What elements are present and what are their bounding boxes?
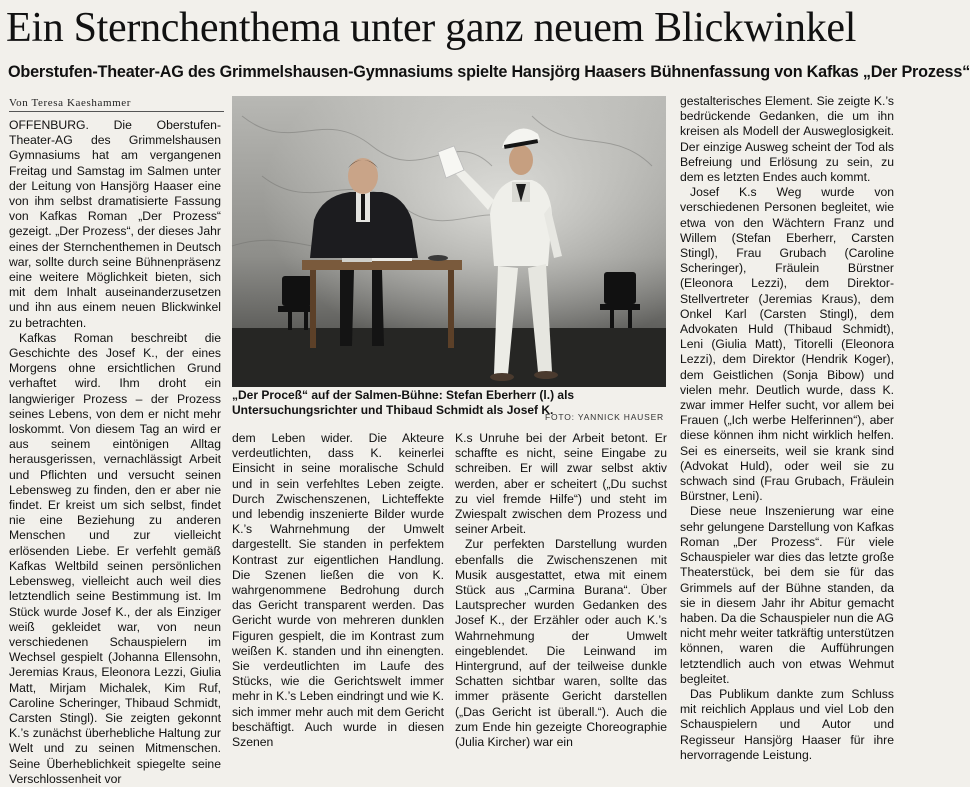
article-column-4 — [680, 94, 894, 762]
paragraph: Das Publikum dankte zum Schluss mit reichlich Applaus und viel Lob den Schauspielern und Autor und Regisseur Hansjörg Haaser für ihre hervorragende Leistung. — [680, 686, 894, 762]
article-column-3 — [455, 431, 667, 750]
article-column-1 — [9, 118, 221, 786]
article-headline: Ein Sternchenthema unter ganz neuem Blickwinkel — [6, 5, 857, 51]
article-column-2 — [232, 431, 444, 750]
article-byline: Von Teresa Kaeshammer — [9, 97, 224, 112]
paragraph: Kafkas Roman beschreibt die Geschichte des Josef K., der eines Morgens ohne ersichtlichen Grund verhaftet wird. Ihm droht ein langwieriger Prozess – der Prozess seines Lebens, von dem er nicht mehr loskommt. Von diesem Tag an wird er aus seinem eintönigen Alltag herausgerissen, vernachlässigt Arbeit und Pflichten und versucht seinen Lebensweg zu finden, den er aber nie findet. Er kreist um sich selbst, findet nie eine Beziehung zu anderen Menschen und zur vielleicht erlösenden Liebe. Er verfehlt gemäß Kafkas Weltbild seinen persönlichen Lebensweg, vielleicht auch weil dies letztendlich seine Bestimmung ist. Im Stück wurde Josef K., der als Einziger weiß gekleidet war, von neun verschiedenen Schauspielern im Wechsel gespielt (Johanna Ellensohn, Jeremias Kraus, Eleonora Lezzi, Giulia Matt, Mirjam Michalek, Kim Ruf, Caroline Scheringer, Thibaud Schmidt, Carsten Stingl). Sie zeigten gekonnt K.’s zunächst überhebliche Haltung zur Welt und zu seinen Mitmenschen. Seine Überheblichkeit spiegelte seine Verschlossenheit vor — [9, 330, 221, 786]
photo-credit: FOTO: YANNICK HAUSER — [545, 412, 664, 422]
article-subheadline: Oberstufen-Theater-AG des Grimmelshausen-Gymnasiums spielte Hansjörg Haasers Bühnenfassung von Kafkas „Der Prozess“ — [8, 63, 970, 81]
caption-text: „Der Proceß“ auf der Salmen-Bühne: Stefan Eberherr (l.) als Untersuchungsrichter und Thibaud Schmidt als Josef K. — [232, 388, 575, 417]
paragraph: OFFENBURG. Die Oberstufen-Theater-AG des Grimmelshausen Gymnasiums hat am vergangenen Freitag und Samstag im Salmen unter der Leitung von Hansjörg Haaser eine von ihm selbst dramatisierte Fassung von Kafkas Roman „Der Prozess“ gezeigt. „Der Prozess“, der dieses Jahr eines der Sternchenthemen in Deutsch war, sollte durch seine Bühnenpräsenz eine weitere Möglichkeit bieten, sich mit dem Inhalt auseinanderzusetzen und ihn aus einem neuen Blickwinkel zu betrachten. — [9, 118, 221, 330]
paragraph: Zur perfekten Darstellung wurden ebenfalls die Zwischenszenen mit Musik ausgestattet, etwa mit einem Stück aus „Carmina Burana“. Über Lautsprecher wurden Gedanken des Josef K., der Erzähler oder auch K.’s Wahrnehmung der Umwelt eingeblendet. Die Leinwand im Hintergrund, auf der teilweise dunkle Schatten sichtbar waren, sollte das immer präsente Gericht darstellen („Das Gericht ist überall.“). Auch die zum Ende hin gezeigte Choreographie (Julia Kircher) war ein — [455, 537, 667, 750]
paragraph: dem Leben wider. Die Akteure verdeutlichten, dass K. keinerlei Einsicht in seine moralische Schuld und in sein verfehltes Leben zeigte. Durch Zwischenszenen, Lichteffekte und lebendig inszenierte Bilder wurde K.’s Wahrnehmung der Umwelt dargestellt. Sie standen in perfektem Kontrast zur eigentlichen Handlung. Die Szenen ließen die von K. wahrgenommene Bedrohung durch das Gericht transparent werden. Das Gericht wurde von mehreren dunklen Figuren gespielt, die im Kontrast zum weißen K. standen und ihn einengten. Sie verdeutlichten im Laufe des Stücks, wie die Gerichtswelt immer mehr in K.’s Leben eindringt und wie K. sich immer mehr auch mit dem Gericht beschäftigt. Auch wurde in diesen Szenen — [232, 431, 444, 750]
paragraph: gestalterisches Element. Sie zeigte K.’s bedrückende Gedanken, die um ihn kreisen als Modell der Ausweglosigkeit. Der einzige Ausweg scheint der Tod als Befreiung und Erlösung zu sein, zu dem es letzten Endes auch kommt. — [680, 94, 894, 185]
paragraph: Diese neue Inszenierung war eine sehr gelungene Darstellung von Kafkas Roman „Der Prozess“. Für viele Schauspieler war dies das letzte große Theaterstück, bei dem sie für das Grimmels auf der Bühne standen, da sie in diesem Jahr ihr Abitur gemacht haben. Da die Schauspieler nun die AG nicht mehr weiter tatkräftig unterstützen können, waren die Aufführungen letztendlich auch von etwas Wehmut begleitet. — [680, 504, 894, 686]
paragraph: Josef K.s Weg wurde von verschiedenen Personen begleitet, wie etwa von den Wächtern Franz und Willem (Stefan Eberherr, Carsten Stingl), Frau Grubach (Caroline Scheringer), Fräulein Bürstner (Eleonora Lezzi), dem Direktor-Stellvertreter (Jeremias Kraus), dem Onkel Karl (Carsten Stingl), dem Advokaten Huld (Thibaud Schmidt), Leni (Giulia Matt), Titorelli (Eleonora Lezzi), dem Direktor (Hendrik Koger), dem Geistlichen (Sonja Bibow) und vielen mehr. Deutlich wurde, dass K. zwar immer Helfer sucht, vor allem bei Frauen („Ich werbe Helferinnen“), aber diese können ihm nicht wirklich helfen. Sei es einerseits, weil sie krank sind (Advokat Huld), oder weil sie zu schwach sind (Frau Grubach, Fräulein Bürstner, Leni). — [680, 185, 894, 504]
stage-photo — [232, 96, 666, 387]
photo-caption — [232, 388, 666, 426]
paragraph: K.s Unruhe bei der Arbeit betont. Er schaffte es nicht, seine Eingabe zu schreiben. Er will zwar selbst aktiv werden, aber er scheitert („Du suchst zu viel fremde Hilfe“) und steht im Zwiespalt zwischen dem Prozess und seiner Arbeit. — [455, 431, 667, 537]
stage-photo-illustration — [232, 96, 666, 387]
